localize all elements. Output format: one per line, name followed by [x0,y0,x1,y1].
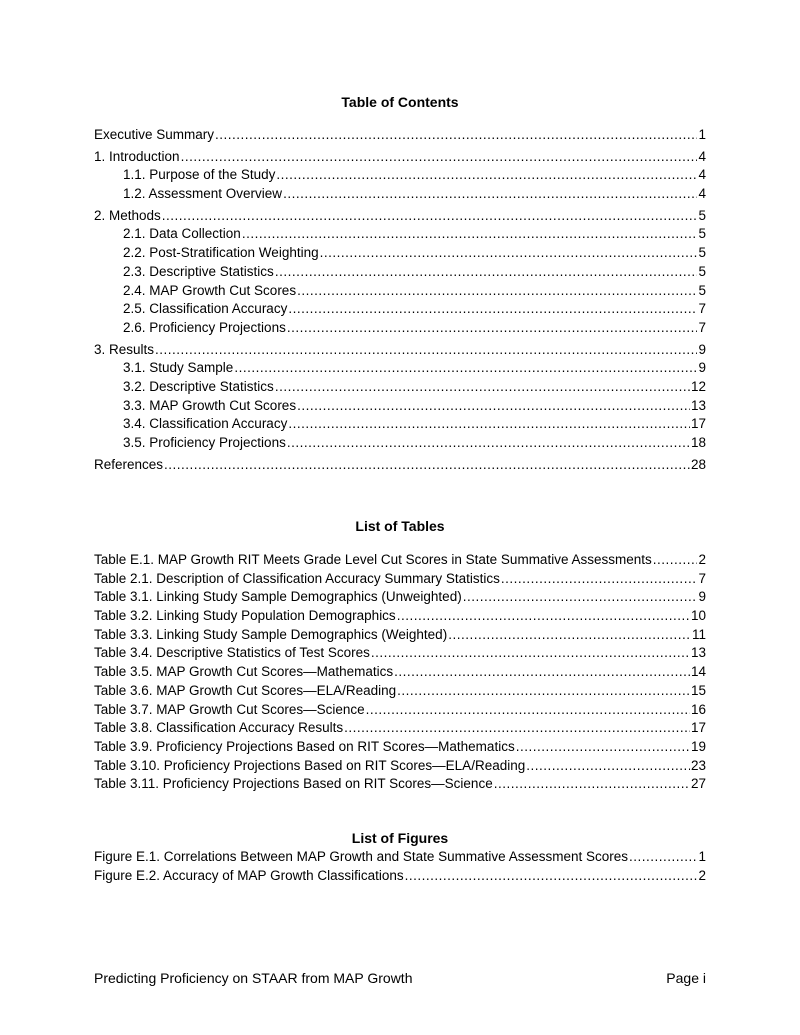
dot-leader [287,319,698,338]
dot-leader [275,378,690,397]
table-entry-label: Table E.1. MAP Growth RIT Meets Grade Level Cut Scores in State Summative Assessments [94,552,652,567]
toc-list [94,126,706,474]
dot-leader [371,644,690,663]
toc-entry-label: 2.2. Post-Stratification Weighting [123,245,319,261]
figure-entry-page: 1 [698,849,706,864]
dot-leader [394,663,690,682]
toc-entry[interactable] [94,282,706,301]
table-entry-page: 13 [690,645,706,661]
toc-entry[interactable] [94,378,706,397]
dot-leader [283,185,697,204]
dot-leader [463,588,698,607]
table-entry[interactable] [94,551,706,570]
dot-leader [288,415,690,434]
table-entry-label: Table 3.5. MAP Growth Cut Scores—Mathematics [94,664,394,680]
toc-entry-page: 5 [698,282,706,298]
toc-entry[interactable] [94,319,706,338]
dot-leader [526,757,690,776]
toc-entry-label: 3. Results [94,341,155,357]
toc-entry-label: 3.5. Proficiency Projections [123,435,286,450]
toc-entry[interactable] [94,166,706,185]
table-entry[interactable] [94,775,706,794]
table-entry-label: Table 3.1. Linking Study Sample Demographics (Unweighted) [94,589,462,605]
table-entry[interactable] [94,607,706,626]
dot-leader [448,626,691,645]
dot-leader [397,682,690,701]
table-entry-label: Table 3.4. Descriptive Statistics of Test Scores [94,645,370,661]
toc-entry-page: 5 [698,245,706,261]
table-entry[interactable] [94,570,706,589]
dot-leader [288,300,697,319]
toc-entry-label: 2.5. Classification Accuracy [123,301,288,317]
dot-leader [287,434,690,453]
table-entry-label: Table 3.3. Linking Study Sample Demographics (Weighted) [94,626,448,642]
table-entry-label: Table 3.9. Proficiency Projections Based on RIT Scores—Mathematics [94,738,515,754]
toc-entry[interactable] [94,185,706,204]
toc-entry-label: 3.3. MAP Growth Cut Scores [123,397,297,413]
dot-leader [629,848,697,867]
toc-entry[interactable] [94,263,706,282]
toc-entry-label: References [94,456,164,472]
table-entry[interactable] [94,663,706,682]
table-entry-label: Table 2.1. Description of Classification Accuracy Summary Statistics [94,570,500,586]
toc-entry[interactable] [94,434,706,453]
table-entry-page: 27 [690,776,706,792]
toc-entry[interactable] [94,397,706,416]
table-entry-label: Table 3.10. Proficiency Projections Based on RIT Scores—ELA/Reading [94,757,526,773]
toc-entry[interactable] [94,244,706,263]
toc-entry-page: 9 [698,360,706,376]
dot-leader [494,775,690,794]
figure-entry-label: Figure E.2. Accuracy of MAP Growth Classifications [94,867,404,883]
table-entry-page: 14 [690,664,706,680]
toc-entry[interactable] [94,341,706,360]
toc-entry-label: 3.4. Classification Accuracy [123,416,288,432]
dot-leader [162,207,698,226]
dot-leader [320,244,698,263]
dot-leader [516,738,690,757]
dot-leader [181,148,698,167]
table-entry[interactable] [94,701,706,720]
toc-entry-page: 28 [690,456,706,472]
table-entry-page: 17 [690,720,706,736]
toc-entry-label: 3.2. Descriptive Statistics [123,378,274,394]
dot-leader [275,263,698,282]
toc-entry[interactable] [94,207,706,226]
toc-entry-page: 18 [690,435,706,450]
dot-leader [155,341,697,360]
dot-leader [164,456,690,475]
table-entry-page: 15 [690,682,706,698]
toc-entry-label: 2. Methods [94,207,161,223]
dot-leader [234,359,697,378]
toc-entry-page: 5 [698,226,706,242]
table-entry-page: 10 [690,608,706,624]
table-entry-page: 2 [698,552,706,567]
toc-entry-page: 17 [690,416,706,432]
toc-entry-page: 7 [698,301,706,317]
dot-leader [297,282,697,301]
dot-leader [366,701,690,720]
toc-entry-label: 3.1. Study Sample [123,360,234,376]
toc-entry-label: 2.6. Proficiency Projections [123,319,286,335]
figure-entry-page: 2 [698,867,706,883]
tables-list [94,551,706,794]
toc-entry-page: 4 [698,186,706,202]
table-entry-page: 11 [691,626,706,642]
toc-entry[interactable] [94,415,706,434]
toc-entry-label: 1.1. Purpose of the Study [123,167,276,183]
figure-entry-label: Figure E.1. Correlations Between MAP Growth and State Summative Assessment Scores [94,849,628,864]
dot-leader [276,166,697,185]
toc-entry-label: Executive Summary [94,127,215,142]
toc-entry-label: 1. Introduction [94,148,180,164]
table-entry[interactable] [94,682,706,701]
toc-entry[interactable] [94,225,706,244]
toc-title: Table of Contents [341,94,459,110]
table-entry[interactable] [94,644,706,663]
toc-entry-page: 12 [690,378,706,394]
toc-entry-page: 13 [690,397,706,413]
tables-title: List of Tables [355,518,445,534]
table-entry[interactable] [94,738,706,757]
figures-list [94,848,706,885]
figures-title: List of Figures [351,830,449,846]
table-entry[interactable] [94,757,706,776]
table-entry[interactable] [94,626,706,645]
footer-title: Predicting Proficiency on STAAR from MAP Growth [94,970,413,986]
toc-entry-label: 2.1. Data Collection [123,226,241,242]
table-entry-page: 7 [698,570,706,586]
table-entry-label: Table 3.2. Linking Study Population Demographics [94,608,396,624]
table-entry-label: Table 3.11. Proficiency Projections Based on RIT Scores—Science [94,776,493,792]
toc-entry-page: 5 [698,263,706,279]
dot-leader [501,570,698,589]
dot-leader [297,397,690,416]
toc-entry-label: 1.2. Assessment Overview [123,186,283,202]
toc-entry-label: 2.4. MAP Growth Cut Scores [123,282,297,298]
figure-entry[interactable] [94,848,706,867]
dot-leader [397,607,690,626]
dot-leader [344,719,690,738]
table-entry-page: 16 [690,701,706,717]
dot-leader [405,867,698,886]
table-entry-page: 19 [690,738,706,754]
toc-entry-page: 4 [698,167,706,183]
toc-entry[interactable] [94,148,706,167]
table-entry-page: 23 [690,757,706,773]
table-entry-label: Table 3.7. MAP Growth Cut Scores—Science [94,701,365,717]
table-entry[interactable] [94,588,706,607]
footer-page-number: Page i [666,970,706,986]
toc-entry[interactable] [94,359,706,378]
toc-entry-label: 2.3. Descriptive Statistics [123,263,274,279]
table-entry[interactable] [94,719,706,738]
toc-entry[interactable] [94,456,706,475]
toc-entry-page: 1 [698,127,706,142]
dot-leader [242,225,698,244]
table-entry-page: 9 [698,589,706,605]
toc-entry[interactable] [94,126,706,145]
dot-leader [215,126,697,145]
figure-entry[interactable] [94,867,706,886]
toc-entry-page: 5 [698,207,706,223]
toc-entry-page: 7 [698,319,706,335]
table-entry-label: Table 3.6. MAP Growth Cut Scores—ELA/Reading [94,682,397,698]
toc-entry-page: 4 [698,148,706,164]
dot-leader [653,551,698,570]
toc-entry-page: 9 [698,341,706,357]
toc-entry[interactable] [94,300,706,319]
table-entry-label: Table 3.8. Classification Accuracy Results [94,720,344,736]
